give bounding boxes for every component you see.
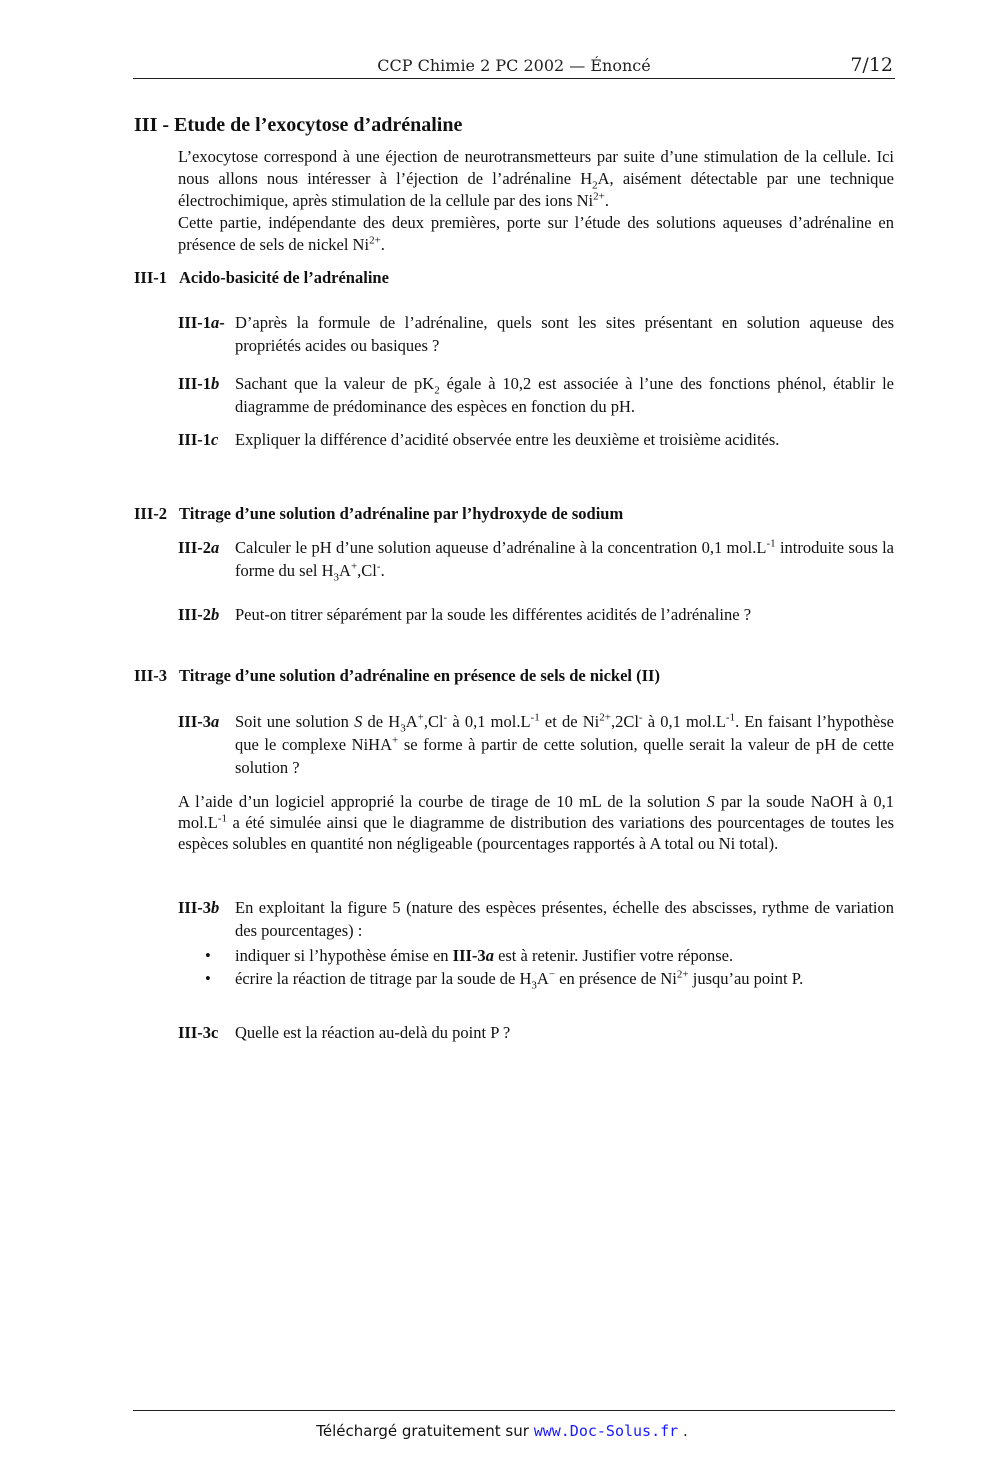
- footer-text: Téléchargé gratuitement sur: [316, 1422, 529, 1440]
- question-iii-1a: III-1a- D’après la formule de l’adrénaline, quels sont les sites présentant en solution aqueuse des propriétés acides ou basiques ?: [178, 313, 894, 355]
- intro-paragraph-1: L’exocytose correspond à une éjection de neurotransmetteurs par suite d’une stimulation de la cellule. Ici nous allons nous intéresser à l’éjection de l’adrénaline $H_2A$, aisément détectable par une technique électrochimique, après stimulation de la cellule par des ions $Ni^{2+}$.: [178, 147, 894, 210]
- section-intro: [178, 146, 894, 256]
- question-label: III-1b: [178, 374, 220, 393]
- question-label: III-2b: [178, 605, 220, 624]
- page-footer: Téléchargé gratuitement sur www.Doc-Solus.fr .: [316, 1422, 688, 1440]
- question-label: III-1c: [178, 430, 219, 449]
- section-title: III - Etude de l’exocytose d’adrénaline: [134, 114, 463, 136]
- question-iii-3b: III-3b En exploitant la figure 5 (nature des espèces présentes, échelle des abscisses, rythme de variation des pourcentages) : • indiquer si l’hypothèse émise en III-3a est à retenir. Justifier votre réponse. • écrire la réaction de titrage par la soude de $H_3A^-$ en présence de $Ni^{2+}$ jusqu’au point P.: [178, 898, 894, 992]
- question-iii-3c: III-3c Quelle est la réaction au-delà du point P ?: [178, 1023, 511, 1042]
- list-item: • indiquer si l’hypothèse émise en III-3a est à retenir. Justifier votre réponse.: [205, 946, 734, 965]
- footer-link[interactable]: www.Doc-Solus.fr: [533, 1422, 679, 1440]
- question-label: III-2a: [178, 538, 220, 557]
- question-iii-3a: III-3a Soit une solution S de $H_3A^+,Cl^-$ à 0,1 $mol.L^{-1}$ et de $Ni^{2+},2Cl^-$ à 0,1 $mol.L^{-1}$. En faisant l’hypothèse que le complexe NiHA+ se forme à partir de cette solution, quelle serait la valeur de pH de cette solution ?: [178, 711, 895, 777]
- list-item: • écrire la réaction de titrage par la soude de $H_3A^-$ en présence de $Ni^{2+}$ jusqu’au point P.: [205, 968, 804, 992]
- simulation-paragraph: A l’aide d’un logiciel approprié la courbe de tirage de 10 mL de la solution S par la soude NaOH à 0,1 $mol.L^{-1}$ a été simulée ainsi que le diagramme de distribution des variations des pourcentages de toutes les espèces solubles en quantité non négligeable (pourcentages rapportés à A total ou Ni total).: [178, 792, 894, 853]
- question-label: III-3c: [178, 1023, 219, 1042]
- question-label: III-3a: [178, 712, 220, 731]
- question-label: III-3b: [178, 898, 220, 917]
- subsection-title-iii-1: III-1 Acido-basicité de l’adrénaline: [134, 268, 389, 287]
- question-iii-2a: III-2a Calculer le pH d’une solution aqueuse d’adrénaline à la concentration 0,1 $mol.L^{-1}$ introduite sous la forme du sel $H_3A^+,Cl^-$.: [178, 537, 894, 584]
- question-iii-2b: III-2b Peut-on titrer séparément par la soude les différentes acidités de l’adrénaline ?: [178, 605, 752, 624]
- intro-paragraph-2: Cette partie, indépendante des deux premières, porte sur l’étude des solutions aqueuses d’adrénaline en présence de sels de nickel $Ni^{2+}$.: [178, 213, 894, 254]
- question-label: III-1a-: [178, 313, 225, 332]
- question-iii-1c: III-1c Expliquer la différence d’acidité observée entre les deuxième et troisième acidités.: [178, 430, 780, 449]
- header-title: CCP Chimie 2 PC 2002 — Énoncé: [377, 56, 651, 75]
- page-header: [133, 54, 895, 79]
- subsection-title-iii-2: III-2 Titrage d’une solution d’adrénaline par l’hydroxyde de sodium: [134, 504, 624, 523]
- page-number: 7/12: [850, 54, 893, 76]
- bullet-list: [200, 944, 894, 990]
- footer-divider: [133, 1410, 895, 1411]
- subsection-title-iii-3: III-3 Titrage d’une solution d’adrénaline en présence de sels de nickel (II): [134, 666, 660, 685]
- question-iii-1b: III-1b Sachant que la valeur de $pK_2$ égale à 10,2 est associée à l’une des fonctions phénol, établir le diagramme de prédominance des espèces en fonction du pH.: [178, 374, 895, 416]
